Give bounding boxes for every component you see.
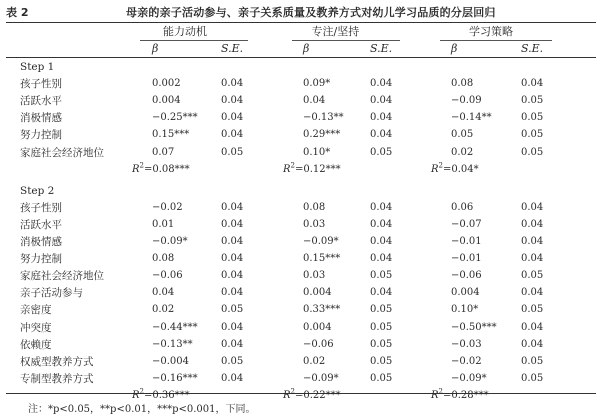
row-label: 亲子活动参与	[20, 287, 83, 300]
se-value: 0.04	[521, 321, 544, 333]
beta-value: −0.09*	[303, 236, 339, 247]
beta-value: 0.09*	[303, 78, 331, 90]
se-value: 0.04	[370, 78, 393, 90]
table-label: 表 2	[6, 6, 29, 19]
se-value: 0.04	[370, 236, 393, 247]
se-header: S.E.	[521, 42, 544, 55]
r-squared-number: =0.22***	[295, 389, 341, 401]
r-squared-number: =0.04*	[443, 163, 479, 175]
se-value: 0.05	[221, 146, 244, 158]
r-squared-symbol: R	[431, 389, 439, 401]
se-value: 0.05	[521, 129, 544, 141]
r-squared-value	[132, 163, 190, 177]
row-label: 孩子性别	[20, 78, 62, 91]
beta-value: 0.01	[152, 218, 175, 230]
r-squared-superscript: 2	[438, 387, 443, 396]
beta-value: 0.08	[152, 253, 175, 265]
column-group-underline	[440, 40, 552, 41]
beta-value: 0.15***	[303, 253, 341, 265]
r-squared-value	[431, 389, 489, 403]
se-value: 0.04	[521, 236, 544, 247]
r-squared-value	[283, 389, 341, 403]
beta-value: 0.04	[303, 95, 326, 107]
row-label: 冲突度	[20, 321, 52, 334]
se-value: 0.04	[221, 270, 244, 282]
se-header: S.E.	[221, 42, 244, 55]
se-value: 0.05	[370, 146, 393, 158]
beta-header: β	[451, 42, 458, 55]
r-squared-number: =0.36***	[144, 389, 190, 401]
se-value: 0.04	[221, 218, 244, 230]
se-value: 0.04	[370, 112, 393, 124]
beta-value: 0.08	[451, 78, 474, 90]
table-note: 注：*p<0.05，**p<0.01，***p<0.001，下同。	[28, 404, 256, 415]
se-value: 0.05	[521, 355, 544, 367]
beta-value: −0.50***	[451, 321, 497, 333]
beta-value: −0.01	[451, 253, 482, 265]
row-label: 家庭社会经济地位	[20, 270, 104, 283]
se-value: 0.04	[521, 218, 544, 230]
se-value: 0.04	[221, 338, 244, 350]
se-value: 0.04	[221, 78, 244, 90]
beta-value: 0.15***	[152, 129, 190, 141]
se-value: 0.04	[370, 129, 393, 141]
beta-value: 0.004	[451, 287, 480, 299]
beta-value: −0.06	[451, 270, 482, 282]
beta-value: −0.16***	[152, 372, 198, 384]
se-value: 0.05	[521, 372, 544, 384]
beta-value: −0.06	[152, 270, 183, 282]
r-squared-superscript: 2	[438, 161, 443, 170]
beta-value: −0.02	[152, 201, 183, 213]
se-value: 0.04	[221, 253, 244, 265]
beta-value: 0.33***	[303, 304, 341, 316]
row-label: 权威型教养方式	[20, 355, 94, 368]
se-value: 0.05	[370, 338, 393, 350]
se-value: 0.04	[370, 253, 393, 265]
column-group-underline	[140, 40, 248, 41]
se-value: 0.05	[370, 321, 393, 333]
r-squared-number: =0.08***	[144, 163, 190, 175]
se-value: 0.05	[221, 304, 244, 316]
row-label: 努力控制	[20, 129, 62, 142]
se-value: 0.04	[221, 95, 244, 107]
se-value: 0.04	[521, 338, 544, 350]
se-value: 0.05	[521, 112, 544, 124]
beta-value: −0.14**	[451, 112, 492, 124]
row-label: 活跃水平	[20, 218, 62, 231]
beta-value: 0.10*	[303, 146, 331, 158]
se-value: 0.05	[370, 270, 393, 282]
beta-value: 0.002	[152, 78, 181, 90]
beta-header: β	[303, 42, 310, 55]
se-value: 0.04	[221, 112, 244, 124]
se-value: 0.05	[521, 146, 544, 158]
column-group-header: 专注/坚持	[311, 25, 360, 38]
r-squared-symbol: R	[132, 389, 140, 401]
r-squared-value	[431, 163, 479, 177]
se-value: 0.04	[521, 287, 544, 299]
header-rule	[6, 57, 596, 58]
beta-value: 0.004	[303, 321, 332, 333]
se-value: 0.04	[521, 253, 544, 265]
row-label: 努力控制	[20, 253, 62, 266]
r-squared-symbol: R	[132, 163, 140, 175]
se-value: 0.05	[521, 95, 544, 107]
beta-value: 0.05	[451, 129, 474, 141]
row-label: 专制型教养方式	[20, 372, 94, 385]
beta-value: 0.004	[303, 287, 332, 299]
beta-value: −0.09	[451, 95, 482, 107]
column-group-header: 学习策略	[469, 25, 513, 38]
beta-value: −0.01	[451, 236, 482, 247]
se-value: 0.05	[370, 355, 393, 367]
se-value: 0.04	[221, 321, 244, 333]
beta-value: 0.06	[451, 201, 474, 213]
beta-value: 0.03	[303, 218, 326, 230]
se-value: 0.04	[521, 201, 544, 213]
row-label: 依赖度	[20, 338, 52, 351]
r-squared-number: =0.28***	[443, 389, 489, 401]
se-value: 0.05	[370, 304, 393, 316]
se-value: 0.04	[370, 218, 393, 230]
row-label: 消极情感	[20, 112, 62, 125]
se-value: 0.05	[370, 372, 393, 384]
se-value: 0.04	[370, 95, 393, 107]
se-value: 0.04	[221, 129, 244, 141]
beta-value: −0.44***	[152, 321, 198, 333]
table-caption	[6, 4, 594, 20]
r-squared-superscript: 2	[290, 161, 295, 170]
r-squared-number: =0.12***	[295, 163, 341, 175]
beta-value: 0.004	[152, 95, 181, 107]
r-squared-superscript: 2	[290, 387, 295, 396]
se-value: 0.04	[370, 201, 393, 213]
se-value: 0.04	[370, 287, 393, 299]
beta-value: −0.09*	[451, 372, 487, 384]
se-value: 0.05	[221, 355, 244, 367]
se-value: 0.05	[521, 270, 544, 282]
se-value: 0.04	[221, 287, 244, 299]
beta-value: 0.02	[451, 146, 474, 158]
se-value: 0.04	[221, 236, 244, 247]
top-rule	[6, 22, 596, 23]
beta-value: −0.03	[451, 338, 482, 350]
r-squared-symbol: R	[431, 163, 439, 175]
beta-value: 0.03	[303, 270, 326, 282]
beta-value: −0.25***	[152, 112, 198, 124]
step-label: Step 2	[20, 184, 55, 197]
row-label: 家庭社会经济地位	[20, 146, 104, 159]
se-value: 0.05	[521, 304, 544, 316]
se-value: 0.04	[221, 201, 244, 213]
beta-header: β	[152, 42, 159, 55]
beta-value: 0.02	[303, 355, 326, 367]
se-value: 0.04	[521, 78, 544, 90]
beta-value: −0.06	[303, 338, 334, 350]
r-squared-symbol: R	[283, 163, 291, 175]
beta-value: 0.29***	[303, 129, 341, 141]
beta-value: −0.004	[152, 355, 190, 367]
se-header: S.E.	[370, 42, 393, 55]
beta-value: −0.09*	[303, 372, 339, 384]
row-label: 消极情感	[20, 236, 62, 248]
beta-value: −0.07	[451, 218, 482, 230]
beta-value: 0.07	[152, 146, 175, 158]
beta-value: 0.08	[303, 201, 326, 213]
beta-value: −0.13**	[152, 338, 193, 350]
column-group-underline	[292, 40, 400, 41]
beta-value: 0.04	[152, 287, 175, 299]
r-squared-superscript: 2	[139, 387, 144, 396]
row-label: 活跃水平	[20, 95, 62, 108]
r-squared-superscript: 2	[139, 161, 144, 170]
r-squared-symbol: R	[283, 389, 291, 401]
r-squared-value	[283, 163, 341, 177]
beta-value: −0.02	[451, 355, 482, 367]
row-label: 亲密度	[20, 304, 52, 317]
row-label: 孩子性别	[20, 201, 62, 214]
se-value: 0.04	[221, 372, 244, 384]
beta-value: 0.02	[152, 304, 175, 316]
beta-value: 0.10*	[451, 304, 479, 316]
beta-value: −0.13**	[303, 112, 344, 124]
step-label: Step 1	[20, 61, 55, 73]
column-group-header: 能力动机	[163, 25, 207, 38]
beta-value: −0.09*	[152, 236, 188, 247]
table-title: 母亲的亲子活动参与、亲子关系质量及教养方式对幼儿学习品质的分层回归	[126, 6, 496, 19]
